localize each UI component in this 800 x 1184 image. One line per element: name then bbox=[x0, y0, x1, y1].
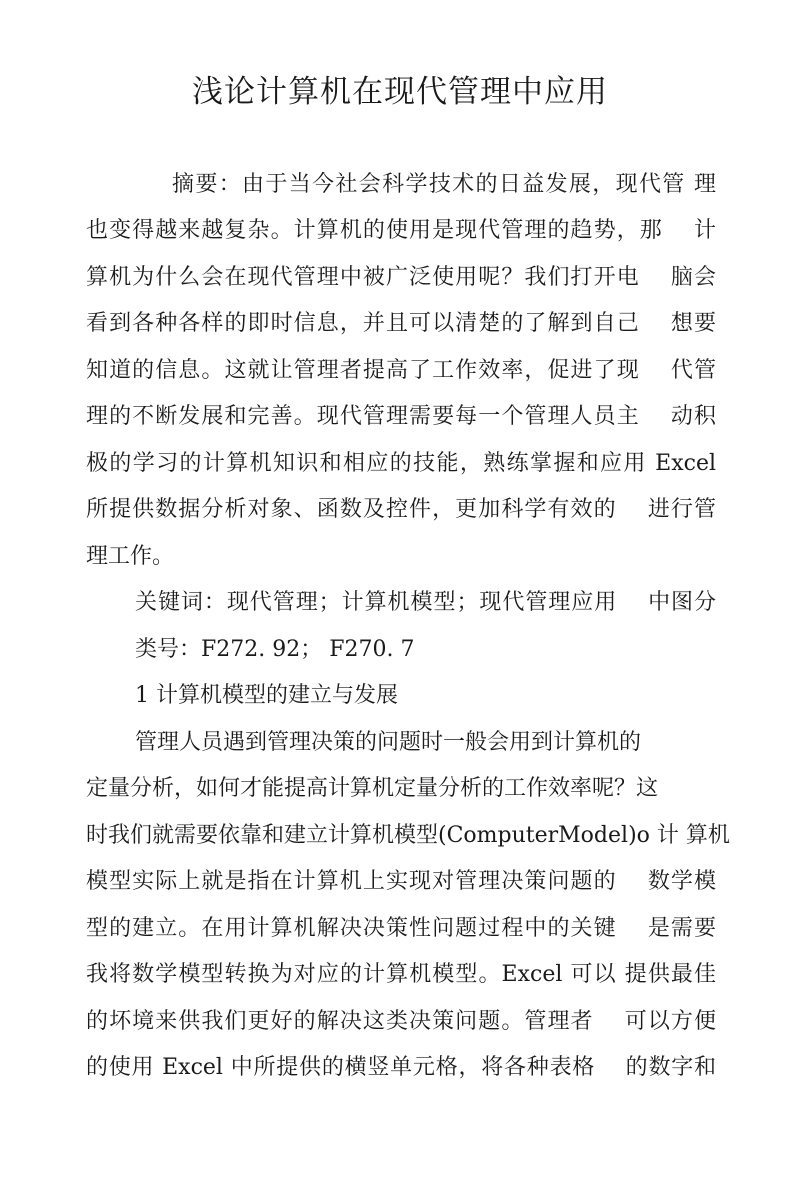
abstract-line-7: 极的学习的计算机知识和相应的技能，熟练掌握和应用 Excel bbox=[86, 451, 716, 476]
keywords-line-2: 类号：F272. 92； F270. 7 bbox=[135, 637, 415, 662]
abstract-line-6: 理的不断发展和完善。现代管理需要每一个管理人员主 动积 bbox=[86, 404, 716, 429]
body-line-1: 管理人员遇到管理决策的问题时一般会用到计算机的 bbox=[135, 730, 642, 755]
body-line-4: 模型实际上就是指在计算机上实现对管理决策问题的 数学模 bbox=[86, 869, 716, 894]
keywords-line-1: 关键词：现代管理；计算机模型；现代管理应用 中图分 bbox=[135, 590, 716, 615]
abstract-line-9: 理工作。 bbox=[86, 544, 175, 569]
document-title: 浅论计算机在现代管理中应用 bbox=[192, 74, 608, 110]
section-heading: 1 计算机模型的建立与发展 bbox=[135, 683, 398, 708]
body-line-7: 的坏境来供我们更好的解决这类决策问题。管理者 可以方便 bbox=[86, 1009, 716, 1034]
abstract-line-8: 所提供数据分析对象、函数及控件，更加科学有效的 进行管 bbox=[86, 497, 716, 522]
abstract-line-5: 知道的信息。这就让管理者提高了工作效率，促进了现 代管 bbox=[86, 358, 716, 383]
abstract-line-4: 看到各种各样的即时信息，并且可以清楚的了解到自己 想要 bbox=[86, 311, 716, 336]
body-line-8: 的使用 Excel 中所提供的横竖单元格，将各种表格 的数字和 bbox=[86, 1055, 716, 1080]
abstract-line-1: 摘要：由于当今社会科学技术的日益发展，现代管 理 bbox=[172, 172, 716, 197]
body-line-6: 我将数学模型转换为对应的计算机模型。Excel 可以 提供最佳 bbox=[86, 962, 716, 987]
body-line-3: 时我们就需要依靠和建立计算机模型(ComputerModel)o 计 算机 bbox=[86, 823, 730, 848]
abstract-line-2: 也变得越来越复杂。计算机的使用是现代管理的趋势，那 计 bbox=[86, 218, 716, 243]
body-line-5: 型的建立。在用计算机解决决策性问题过程中的关键 是需要 bbox=[86, 916, 716, 941]
body-line-2: 定量分析，如何才能提高计算机定量分析的工作效率呢？这 bbox=[86, 776, 659, 801]
abstract-line-3: 算机为什么会在现代管理中被广泛使用呢？我们打开电 脑会 bbox=[86, 265, 716, 290]
